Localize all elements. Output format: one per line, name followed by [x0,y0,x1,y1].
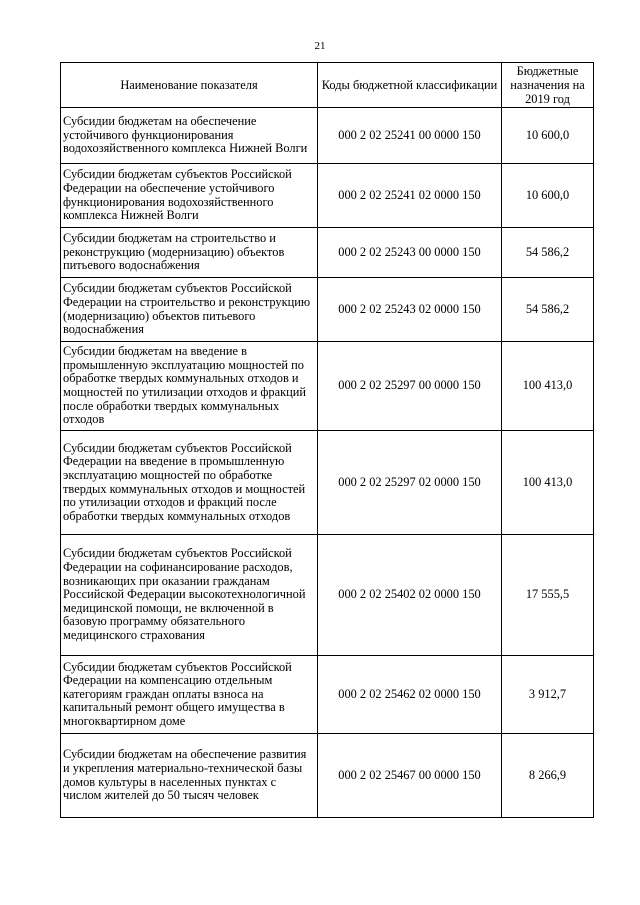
row-code: 000 2 02 25241 00 0000 150 [318,108,502,164]
header-value: Бюджетные назначения на 2019 год [502,63,594,108]
table-row [61,734,594,818]
table-row [61,164,594,228]
row-name: Субсидии бюджетам субъектов Российской Федерации на обеспечение устойчивого функционирования водохозяйственного комплекса Нижней Волги [61,164,318,228]
row-name: Субсидии бюджетам на обеспечение устойчивого функционирования водохозяйственного комплекса Нижней Волги [61,108,318,164]
row-value: 10 600,0 [502,164,594,228]
table-row [61,535,594,656]
table-row [61,278,594,342]
table-header-row [61,63,594,108]
row-name: Субсидии бюджетам субъектов Российской Федерации на введение в промышленную эксплуатацию мощностей по обработке твердых коммунальных отходов и мощностей по утилизации отходов и фракций после обработки твердых коммунальных отходов [61,431,318,535]
row-code: 000 2 02 25402 02 0000 150 [318,535,502,656]
table-row [61,228,594,278]
row-code: 000 2 02 25243 00 0000 150 [318,228,502,278]
row-value: 10 600,0 [502,108,594,164]
budget-table [60,62,594,818]
header-code: Коды бюджетной классификации [318,63,502,108]
row-value: 100 413,0 [502,431,594,535]
page-number: 21 [314,40,326,52]
row-name: Субсидии бюджетам субъектов Российской Федерации на строительство и реконструкцию (модернизацию) объектов питьевого водоснабжения [61,278,318,342]
table-body [61,108,594,818]
row-name: Субсидии бюджетам на строительство и реконструкцию (модернизацию) объектов питьевого водоснабжения [61,228,318,278]
row-value: 8 266,9 [502,734,594,818]
table-row [61,431,594,535]
table-header [61,63,594,108]
table-row [61,342,594,431]
row-value: 54 586,2 [502,278,594,342]
row-name: Субсидии бюджетам субъектов Российской Федерации на софинансирование расходов, возникающих при оказании гражданам Российской Федерации высокотехнологичной медицинской помощи, не включенной в базовую программу обязательного медицинского страхования [61,535,318,656]
table-row [61,108,594,164]
row-value: 17 555,5 [502,535,594,656]
row-name: Субсидии бюджетам на обеспечение развития и укрепления материально-технической базы домов культуры в населенных пунктах с числом жителей до 50 тысяч человек [61,734,318,818]
row-code: 000 2 02 25243 02 0000 150 [318,278,502,342]
header-name: Наименование показателя [61,63,318,108]
row-code: 000 2 02 25297 00 0000 150 [318,342,502,431]
row-name: Субсидии бюджетам субъектов Российской Федерации на компенсацию отдельным категориям граждан оплаты взноса на капитальный ремонт общего имущества в многоквартирном доме [61,656,318,734]
row-value: 54 586,2 [502,228,594,278]
table-row [61,656,594,734]
row-code: 000 2 02 25462 02 0000 150 [318,656,502,734]
row-code: 000 2 02 25297 02 0000 150 [318,431,502,535]
row-value: 100 413,0 [502,342,594,431]
row-name: Субсидии бюджетам на введение в промышленную эксплуатацию мощностей по обработке твердых коммунальных отходов и мощностей по утилизации отходов и фракций после обработки твердых коммунальных отходов [61,342,318,431]
row-code: 000 2 02 25241 02 0000 150 [318,164,502,228]
row-code: 000 2 02 25467 00 0000 150 [318,734,502,818]
row-value: 3 912,7 [502,656,594,734]
